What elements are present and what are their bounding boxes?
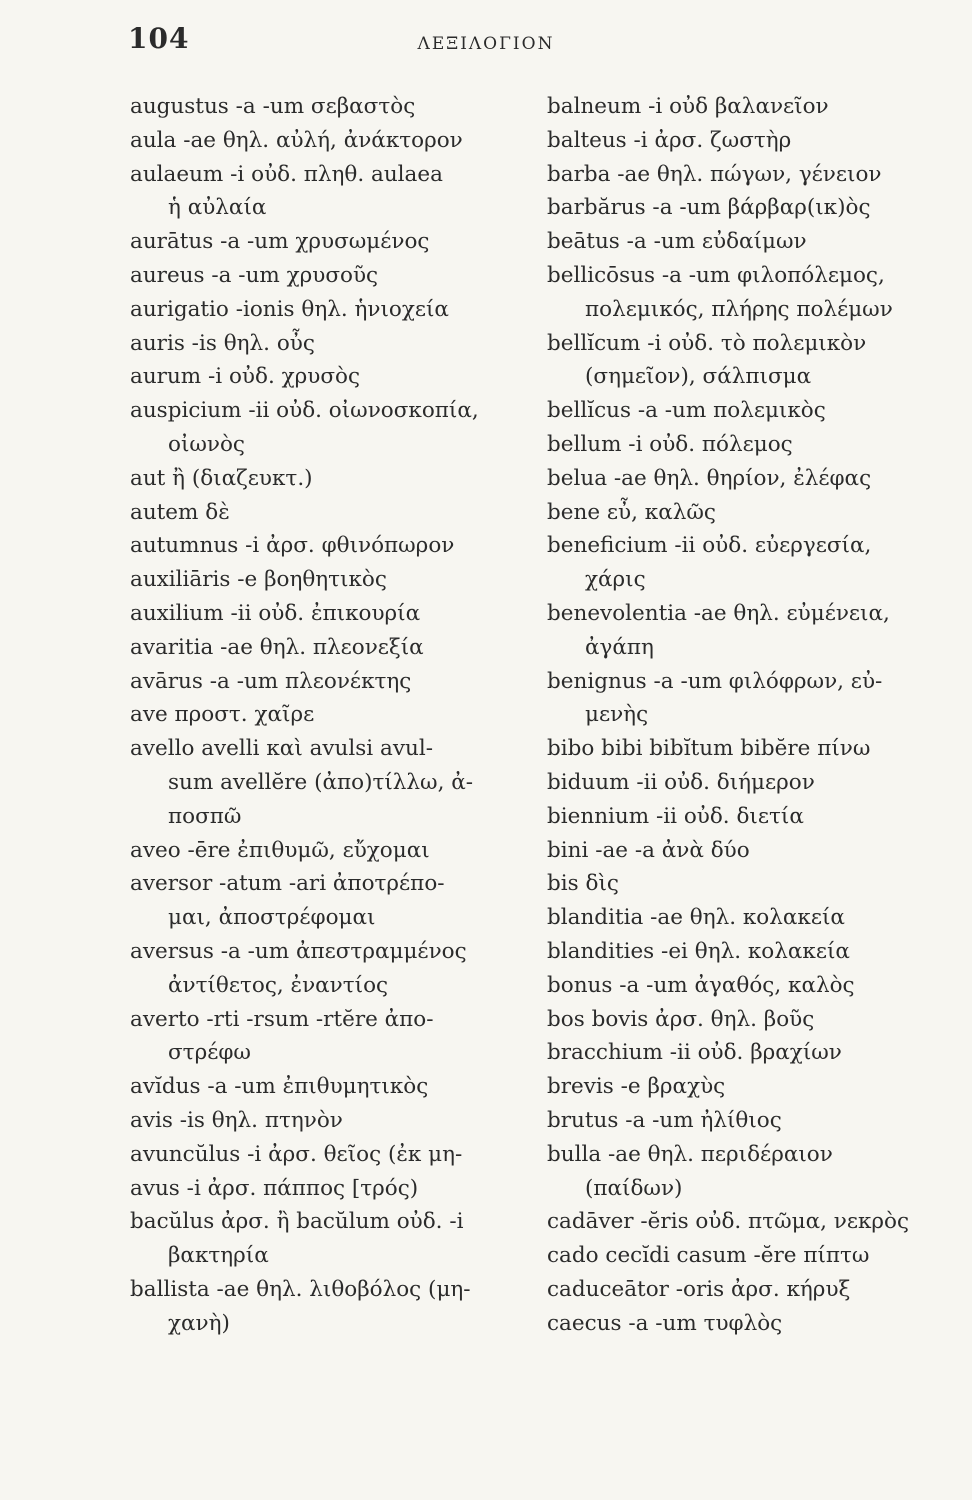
entry-continuation-line: χανὴ) xyxy=(168,1310,230,1336)
entry-line: aurigatio -ionis θηλ. ἡνιοχεία xyxy=(130,296,449,322)
entry-line: bellĭcum -i οὐδ. τὸ πολεμικὸν xyxy=(547,330,867,356)
entry-continuation-line: οἰωνὸς xyxy=(168,431,245,457)
entry-continuation-line: ἡ αὐλαία xyxy=(168,195,267,221)
entry-line: balneum -i οὐδ βαλανεῖον xyxy=(547,94,829,119)
entry-continuation-line: (σημεῖον), σάλπισμα xyxy=(585,364,812,390)
entry-line: avuncŭlus -i ἀρσ. θεῖος (ἐκ μη- xyxy=(130,1141,463,1167)
entry-line: balteus -i ἀρσ. ζωστὴρ xyxy=(547,127,792,153)
entry-line: bacŭlus ἀρσ. ἢ bacŭlum οὐδ. -i xyxy=(130,1209,464,1235)
entry-continuation-line: ἀντίθετος, ἐναντίος xyxy=(168,972,389,998)
entry-line: augustus -a -um σεβαστὸς xyxy=(130,94,416,119)
entry-line: autem δὲ xyxy=(130,499,230,525)
entry-line: ballista -ae θηλ. λιθοβόλος (μη- xyxy=(130,1276,471,1302)
entry-continuation-line: στρέφω xyxy=(168,1040,251,1066)
entry-line: bellĭcus -a -um πολεμικὸς xyxy=(547,398,826,424)
entry-line: benignus -a -um φιλόφρων, εὐ- xyxy=(547,668,883,694)
entry-line: auspicium -ii οὐδ. οἰωνοσκοπία, xyxy=(130,398,479,424)
entry-continuation-line: ποσπῶ xyxy=(168,803,242,829)
entry-line: bellum -i οὐδ. πόλεμος xyxy=(547,431,793,457)
entry-line: brutus -a -um ἠλίθιος xyxy=(547,1107,782,1133)
right-column xyxy=(547,90,947,1340)
entry-line: bene εὖ, καλῶς xyxy=(547,499,716,525)
entry-line: bonus -a -um ἀγαθός, καλὸς xyxy=(547,972,855,998)
entry-line: autumnus -i ἀρσ. φθινόπωρον xyxy=(130,533,455,559)
entry-line: brevis -e βραχὺς xyxy=(547,1074,726,1100)
entry-line: caecus -a -um τυφλὸς xyxy=(547,1310,783,1336)
entry-line: ave προστ. χαῖρε xyxy=(130,702,315,728)
entry-line: biennium -ii οὐδ. διετία xyxy=(547,803,804,829)
entry-line: bini -ae -a ἀνὰ δύο xyxy=(547,837,750,863)
entry-continuation-line: (παίδων) xyxy=(585,1175,683,1201)
entry-line: avello avelli καὶ avulsi avul- xyxy=(130,736,433,762)
entry-line: auxilium -ii οὐδ. ἐπικουρία xyxy=(130,600,421,626)
entry-line: avis -is θηλ. πτηνὸν xyxy=(130,1107,343,1133)
entry-continuation-line: πολεμικός, πλήρης πολέμων xyxy=(585,296,893,322)
entry-line: blandities -ei θηλ. κολακεία xyxy=(547,938,850,964)
entry-line: belua -ae θηλ. θηρίον, ἐλέφας xyxy=(547,465,872,491)
entry-line: blanditia -ae θηλ. κολακεία xyxy=(547,905,845,931)
entry-line: aversor -atum -ari ἀποτρέπο- xyxy=(130,871,445,897)
entry-line: aurum -i οὐδ. χρυσὸς xyxy=(130,364,361,390)
running-title: ΛΕΞΙΛΟΓΙΟΝ xyxy=(417,34,555,54)
entry-line: aula -ae θηλ. αὐλή, ἀνάκτορον xyxy=(130,127,463,153)
entry-continuation-line: μαι, ἀποστρέφομαι xyxy=(168,905,376,931)
left-column xyxy=(130,90,530,1340)
entry-line: averto -rti -rsum -rtĕre ἀπο- xyxy=(130,1006,434,1032)
entry-line: aversus -a -um ἀπεστραμμένος xyxy=(130,938,467,964)
entry-line: avĭdus -a -um ἐπιθυμητικὸς xyxy=(130,1074,429,1100)
entry-continuation-line: sum avellĕre (ἀπο)τίλλω, ἀ- xyxy=(168,769,474,795)
entry-line: beātus -a -um εὐδαίμων xyxy=(547,229,807,255)
entry-line: avaritia -ae θηλ. πλεονεξία xyxy=(130,634,424,660)
entry-line: avārus -a -um πλεονέκτης xyxy=(130,668,412,694)
entry-line: bos bovis ἀρσ. θηλ. βοῦς xyxy=(547,1006,815,1032)
entry-continuation-line: ἀγάπη xyxy=(585,634,654,660)
entry-line: bulla -ae θηλ. περιδέραιον xyxy=(547,1141,833,1167)
entry-line: bibo bibi bibĭtum bibĕre πίνω xyxy=(547,736,871,762)
entry-line: auxiliāris -e βοηθητικὸς xyxy=(130,567,387,593)
entry-line: cado cecĭdi casum -ĕre πίπτω xyxy=(547,1243,870,1269)
entry-line: bracchium -ii οὐδ. βραχίων xyxy=(547,1040,842,1066)
entry-line: barba -ae θηλ. πώγων, γένειον xyxy=(547,161,882,187)
entry-continuation-line: βακτηρία xyxy=(168,1243,269,1269)
entry-line: bellicōsus -a -um φιλοπόλεμος, xyxy=(547,262,885,288)
entry-line: aveo -ēre ἐπιθυμῶ, εὔχομαι xyxy=(130,837,430,863)
entry-line: aurātus -a -um χρυσωμένος xyxy=(130,229,430,255)
entry-line: auris -is θηλ. οὖς xyxy=(130,330,315,356)
entry-line: biduum -ii οὐδ. διήμερον xyxy=(547,769,815,795)
entry-continuation-line: χάρις xyxy=(585,567,646,593)
entry-line: aureus -a -um χρυσοῦς xyxy=(130,262,379,288)
entry-line: aulaeum -i οὐδ. πληθ. aulaea xyxy=(130,161,443,187)
entry-continuation-line: μενὴς xyxy=(585,702,649,728)
entry-line: benevolentia -ae θηλ. εὐμένεια, xyxy=(547,600,890,626)
entry-line: barbărus -a -um βάρβαρ(ικ)ὸς xyxy=(547,195,871,221)
entry-line: avus -i ἀρσ. πάππος [τρός) xyxy=(130,1175,419,1201)
entry-line: beneficium -ii οὐδ. εὐεργεσία, xyxy=(547,533,872,559)
entry-line: caduceātor -oris ἀρσ. κήρυξ xyxy=(547,1276,851,1302)
entry-line: aut ἢ (διαζευκτ.) xyxy=(130,465,313,491)
page-number: 104 xyxy=(128,22,190,55)
entry-line: bis δὶς xyxy=(547,871,619,897)
entry-line: cadāver -ĕris οὐδ. πτῶμα, νεκρὸς xyxy=(547,1209,910,1235)
